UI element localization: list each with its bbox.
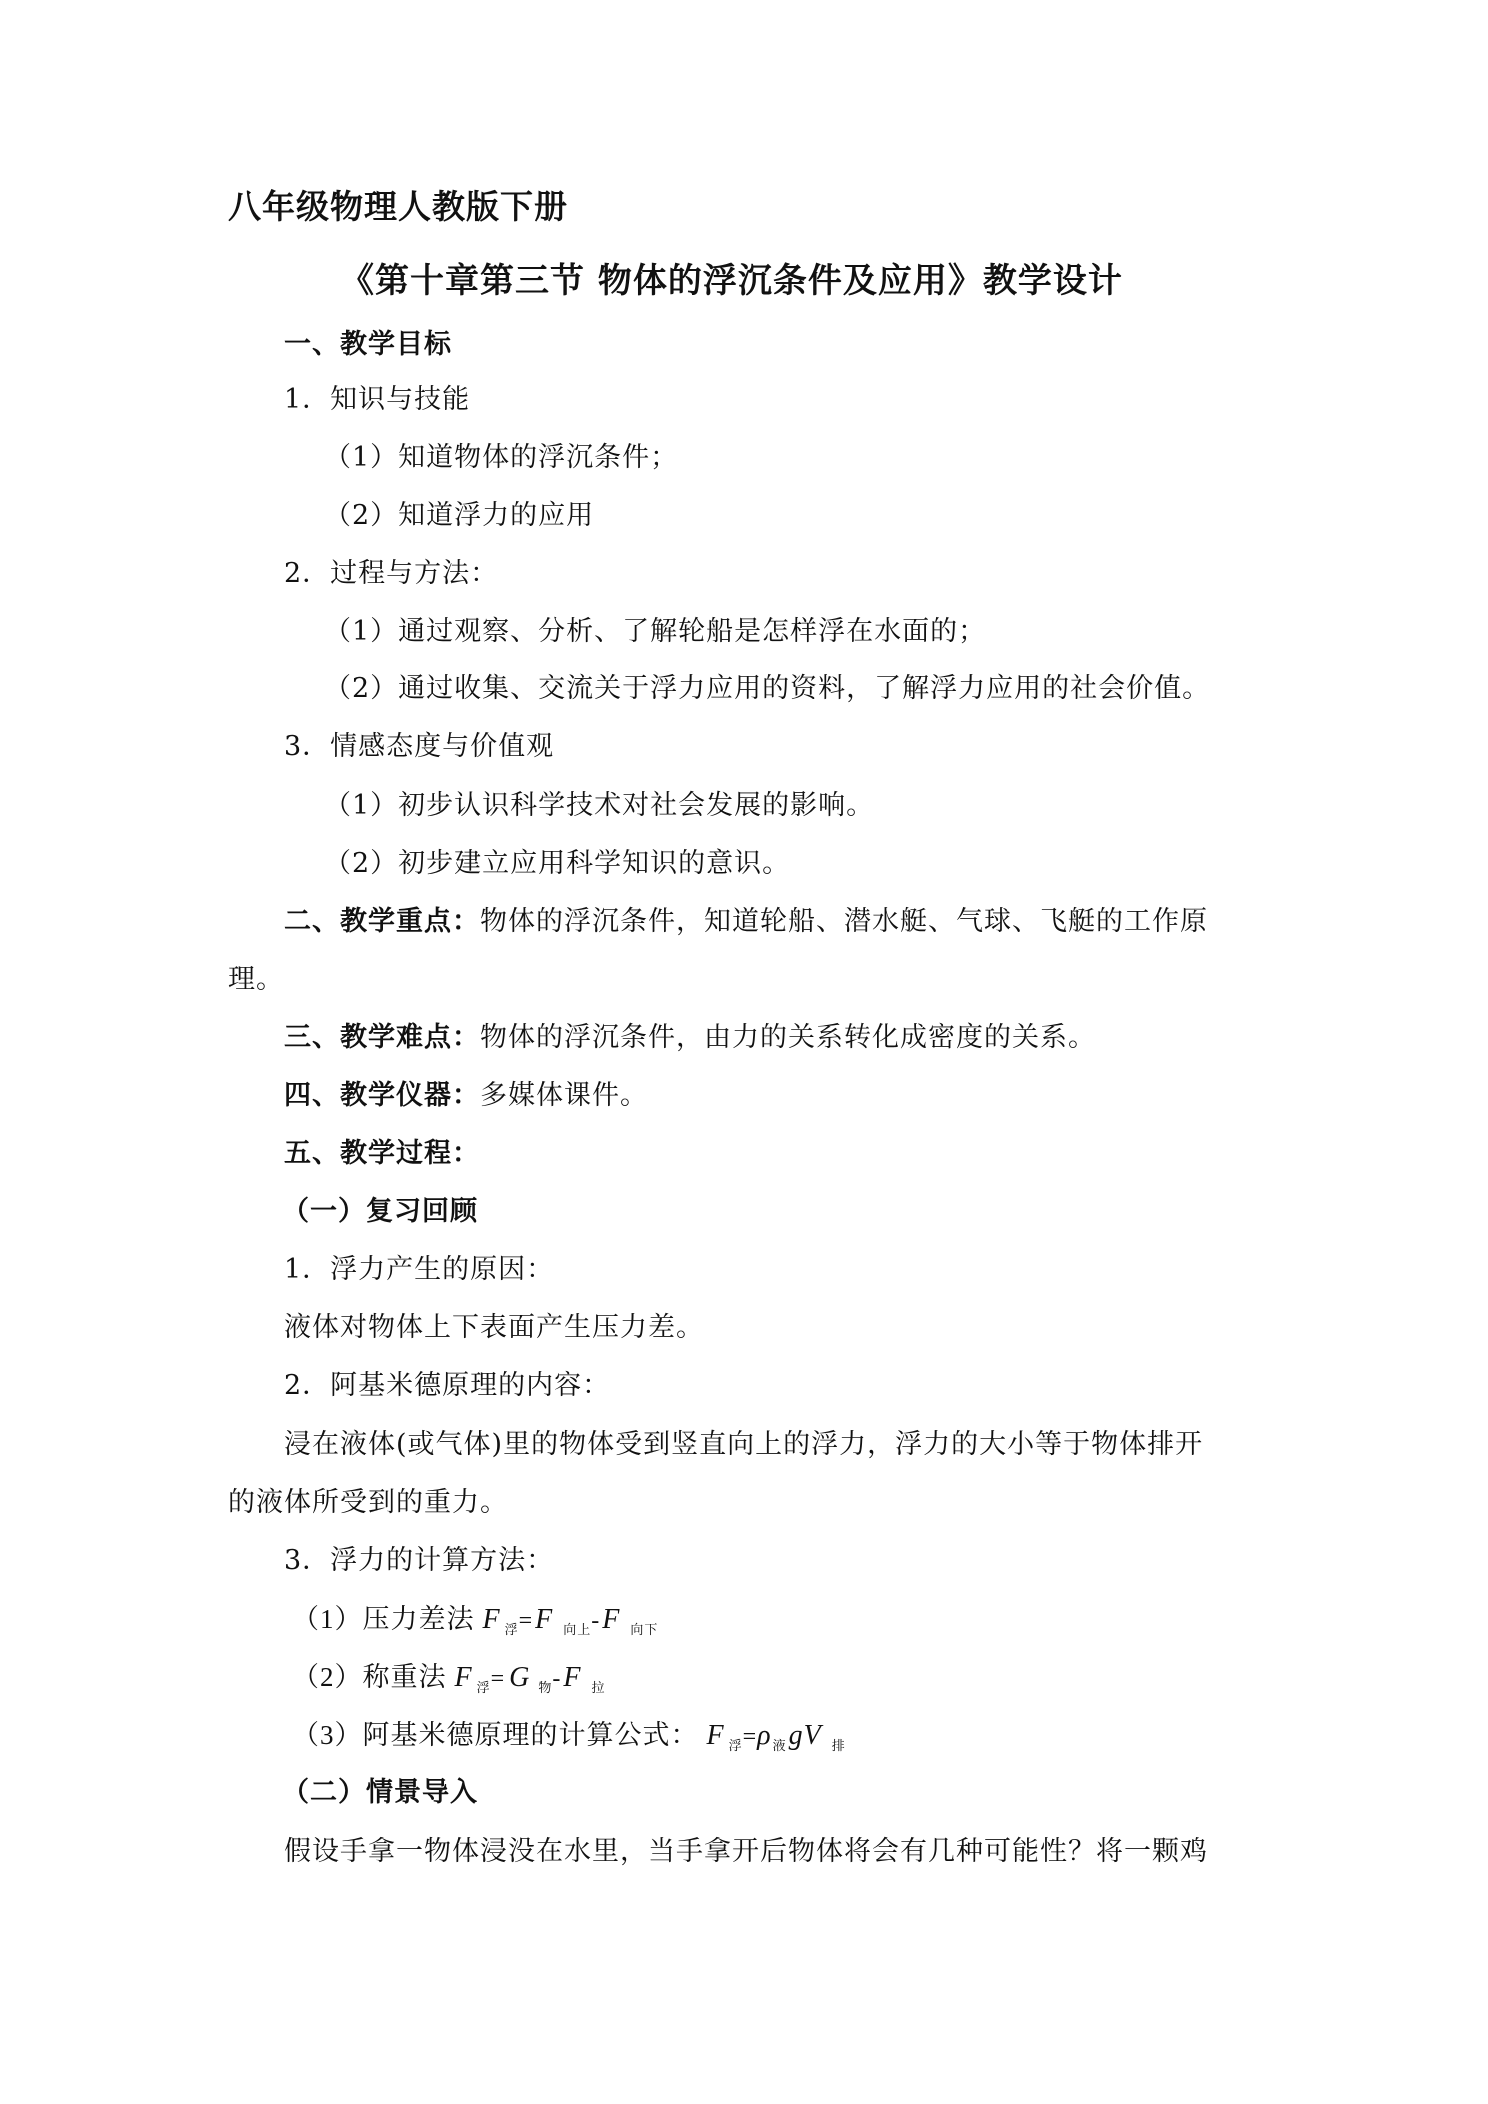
difficulties-paragraph	[284, 1018, 1316, 1058]
key-points-text: 物体的浮沉条件，知道轮船、潜水艇、气球、飞艇的工作原	[480, 906, 1208, 937]
objective-knowledge-label: 1．知识与技能	[284, 384, 471, 415]
formula-subscript: 浮	[504, 1622, 519, 1637]
section-heading-key-points: 二、教学重点：	[284, 906, 480, 937]
key-points-paragraph	[284, 902, 1316, 942]
formula-symbol-g: g	[788, 1720, 804, 1751]
key-points-text-continued: 理。	[228, 964, 284, 995]
section-heading-difficulties: 三、教学难点：	[284, 1022, 480, 1053]
objective-process-label: 2．过程与方法：	[284, 558, 499, 589]
formula-subscript: 拉	[591, 1680, 606, 1695]
formula-symbol: F	[454, 1662, 473, 1693]
formula-subscript: 向下	[630, 1622, 659, 1637]
objective-knowledge-item: （2）知道浮力的应用	[324, 500, 595, 531]
objective-process-item: （1）通过观察、分析、了解轮船是怎样浮在水面的；	[324, 616, 987, 647]
method-label: （1）压力差法	[292, 1604, 475, 1634]
section-heading-objectives: 一、教学目标	[284, 329, 452, 360]
section-heading-instruments: 四、教学仪器：	[284, 1080, 480, 1111]
formula-operator: -	[591, 1608, 601, 1634]
scenario-text: 假设手拿一物体浸没在水里，当手拿开后物体将会有几种可能性？将一颗鸡	[284, 1836, 1208, 1867]
difficulties-text: 物体的浮沉条件，由力的关系转化成密度的关系。	[480, 1022, 1096, 1053]
formula-symbol: F	[602, 1604, 621, 1635]
formula-subscript: 排	[831, 1738, 846, 1753]
method-pressure-difference	[292, 1599, 1324, 1650]
review-q2-label: 2．阿基米德原理的内容：	[284, 1370, 611, 1401]
formula-symbol: F	[535, 1604, 554, 1635]
instruments-text: 多媒体课件。	[480, 1080, 648, 1111]
formula-subscript: 液	[772, 1738, 787, 1753]
objective-attitude-label: 3．情感态度与价值观	[284, 731, 555, 762]
document-title: 八年级物理人教版下册	[228, 187, 568, 226]
formula-operator: =	[490, 1666, 506, 1692]
document-subtitle: 《第十章第三节 物体的浮沉条件及应用》教学设计	[340, 261, 1123, 301]
objective-attitude-item: （1）初步认识科学技术对社会发展的影响。	[324, 790, 875, 821]
formula-operator: -	[552, 1666, 562, 1692]
method-label: （2）称重法	[292, 1662, 447, 1692]
objective-process-item: （2）通过收集、交流关于浮力应用的资料，了解浮力应用的社会价值。	[324, 673, 1211, 704]
formula-subscript: 物	[538, 1680, 553, 1695]
subsection-heading-scenario: （二）情景导入	[282, 1777, 478, 1808]
formula-subscript: 向上	[563, 1622, 592, 1637]
review-q3-label: 3．浮力的计算方法：	[284, 1545, 555, 1576]
objective-attitude-item: （2）初步建立应用科学知识的意识。	[324, 848, 791, 879]
method-weighing	[292, 1657, 1324, 1708]
review-q2-answer-continued: 的液体所受到的重力。	[228, 1487, 508, 1518]
method-label: （3）阿基米德原理的计算公式：	[292, 1720, 699, 1750]
method-archimedes-formula	[292, 1715, 1324, 1766]
formula-symbol: F	[706, 1720, 725, 1751]
formula-operator: =	[742, 1724, 758, 1750]
instruments-paragraph	[284, 1076, 1316, 1116]
formula-subscript: 浮	[476, 1680, 491, 1695]
subsection-heading-review: （一）复习回顾	[282, 1196, 478, 1227]
formula-symbol-v: V	[803, 1720, 822, 1751]
section-heading-process: 五、教学过程：	[284, 1138, 480, 1169]
formula-symbol: F	[563, 1662, 582, 1693]
formula-symbol-rho: ρ	[757, 1720, 772, 1751]
formula-symbol: G	[509, 1662, 531, 1693]
formula-subscript: 浮	[728, 1738, 743, 1753]
formula-symbol: F	[482, 1604, 501, 1635]
review-q1-answer: 液体对物体上下表面产生压力差。	[284, 1312, 704, 1343]
formula-operator: =	[518, 1608, 534, 1634]
objective-knowledge-item: （1）知道物体的浮沉条件；	[324, 442, 679, 473]
review-q2-answer: 浸在液体(或气体)里的物体受到竖直向上的浮力，浮力的大小等于物体排开	[284, 1429, 1204, 1460]
review-q1-label: 1．浮力产生的原因：	[284, 1254, 555, 1285]
